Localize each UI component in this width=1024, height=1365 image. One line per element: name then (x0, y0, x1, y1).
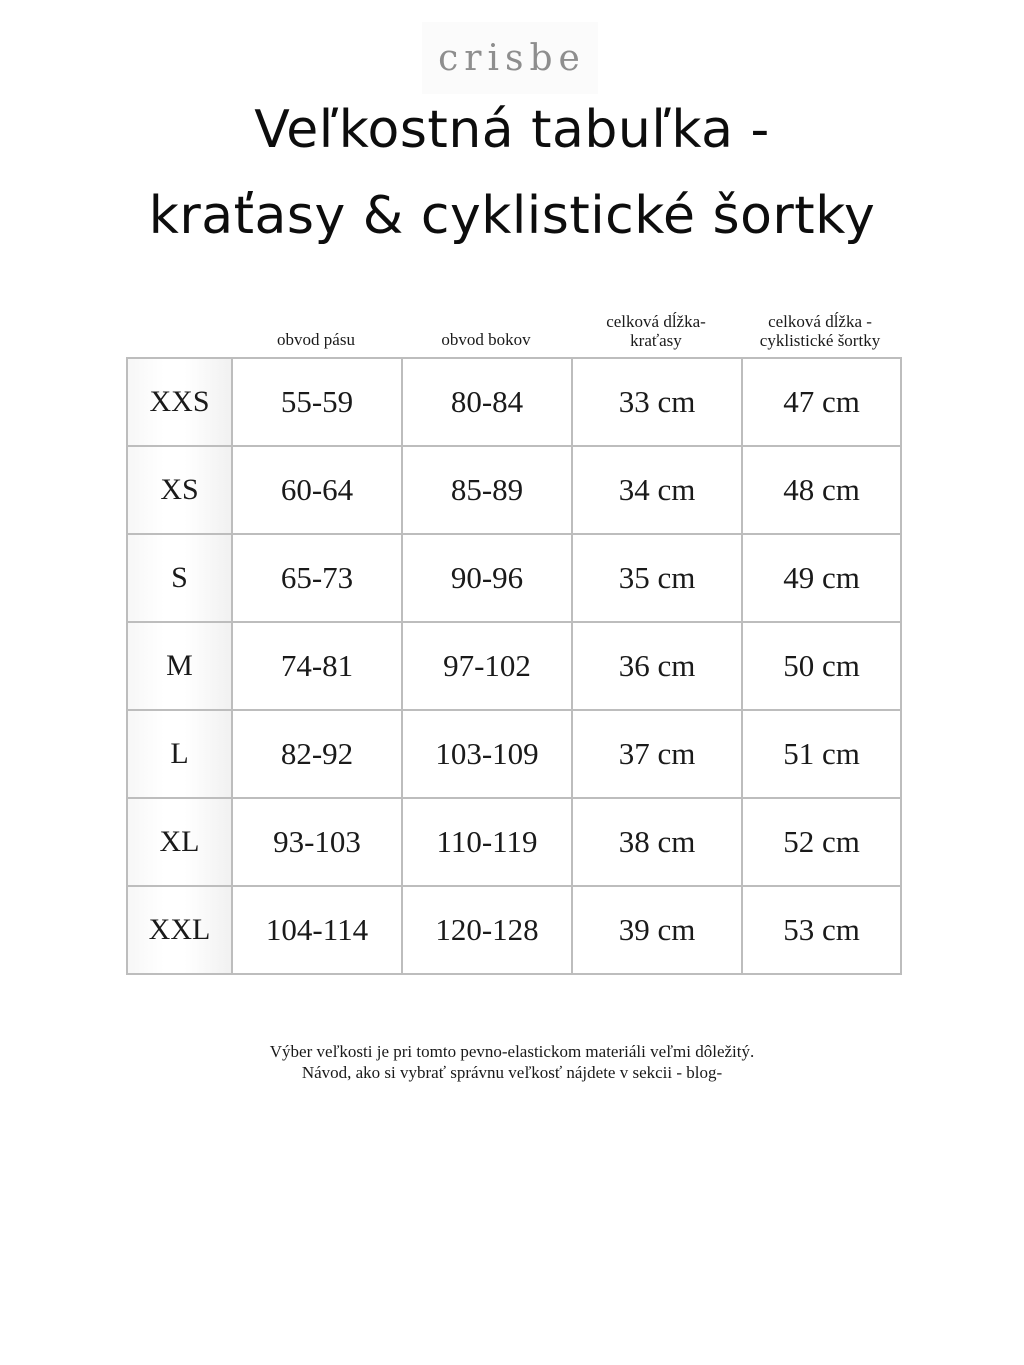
shorts-length-value: 35 cm (572, 534, 742, 622)
cycling-length-value: 47 cm (742, 358, 901, 446)
shorts-length-value: 38 cm (572, 798, 742, 886)
size-label: S (127, 534, 232, 622)
hips-value: 80-84 (402, 358, 572, 446)
hips-value: 85-89 (402, 446, 572, 534)
column-header-cycling-length (741, 312, 899, 350)
table-row (127, 446, 901, 534)
column-header-cycling-length-line-2: cyklistické šortky (759, 331, 881, 350)
shorts-length-value: 37 cm (572, 710, 742, 798)
table-row (127, 622, 901, 710)
size-label: M (127, 622, 232, 710)
hips-value: 120-128 (402, 886, 572, 974)
column-header-hips-line-1: obvod bokov (441, 330, 531, 349)
waist-value: 82-92 (232, 710, 402, 798)
waist-value: 60-64 (232, 446, 402, 534)
table-row (127, 710, 901, 798)
waist-value: 93-103 (232, 798, 402, 886)
size-label: L (127, 710, 232, 798)
waist-value: 65-73 (232, 534, 402, 622)
hips-value: 90-96 (402, 534, 572, 622)
cycling-length-value: 50 cm (742, 622, 901, 710)
table-row (127, 534, 901, 622)
size-label: XXS (127, 358, 232, 446)
size-table (126, 357, 902, 975)
table-row (127, 886, 901, 974)
waist-value: 104-114 (232, 886, 402, 974)
cycling-length-value: 51 cm (742, 710, 901, 798)
shorts-length-value: 33 cm (572, 358, 742, 446)
shorts-length-value: 34 cm (572, 446, 742, 534)
cycling-length-value: 53 cm (742, 886, 901, 974)
cycling-length-value: 52 cm (742, 798, 901, 886)
column-header-shorts-length-line-2: kraťasy (630, 331, 682, 350)
page-title-line-2: kraťasy & cyklistické šortky (148, 186, 876, 246)
footer-note (0, 1041, 1024, 1083)
page-title-line-1: Veľkostná tabuľka - (254, 100, 770, 160)
waist-value: 55-59 (232, 358, 402, 446)
column-header-shorts-length (571, 312, 741, 350)
column-header-hips (401, 330, 571, 349)
shorts-length-value: 39 cm (572, 886, 742, 974)
footer-note-line-2: Návod, ako si vybrať správnu veľkosť nájdete v sekcii - blog- (301, 1063, 723, 1082)
table-row (127, 798, 901, 886)
hips-value: 97-102 (402, 622, 572, 710)
column-header-waist (231, 330, 401, 349)
shorts-length-value: 36 cm (572, 622, 742, 710)
size-label: XS (127, 446, 232, 534)
column-header-cycling-length-line-1: celková dĺžka - (768, 312, 872, 331)
column-header-waist-line-1: obvod pásu (277, 330, 355, 349)
hips-value: 110-119 (402, 798, 572, 886)
size-label: XL (127, 798, 232, 886)
cycling-length-value: 48 cm (742, 446, 901, 534)
brand-logo: crisbe (438, 38, 586, 79)
waist-value: 74-81 (232, 622, 402, 710)
footer-note-line-1: Výber veľkosti je pri tomto pevno-elastickom materiáli veľmi dôležitý. (269, 1042, 755, 1061)
size-label: XXL (127, 886, 232, 974)
cycling-length-value: 49 cm (742, 534, 901, 622)
table-row (127, 358, 901, 446)
hips-value: 103-109 (402, 710, 572, 798)
column-header-shorts-length-line-1: celková dĺžka- (606, 312, 706, 331)
